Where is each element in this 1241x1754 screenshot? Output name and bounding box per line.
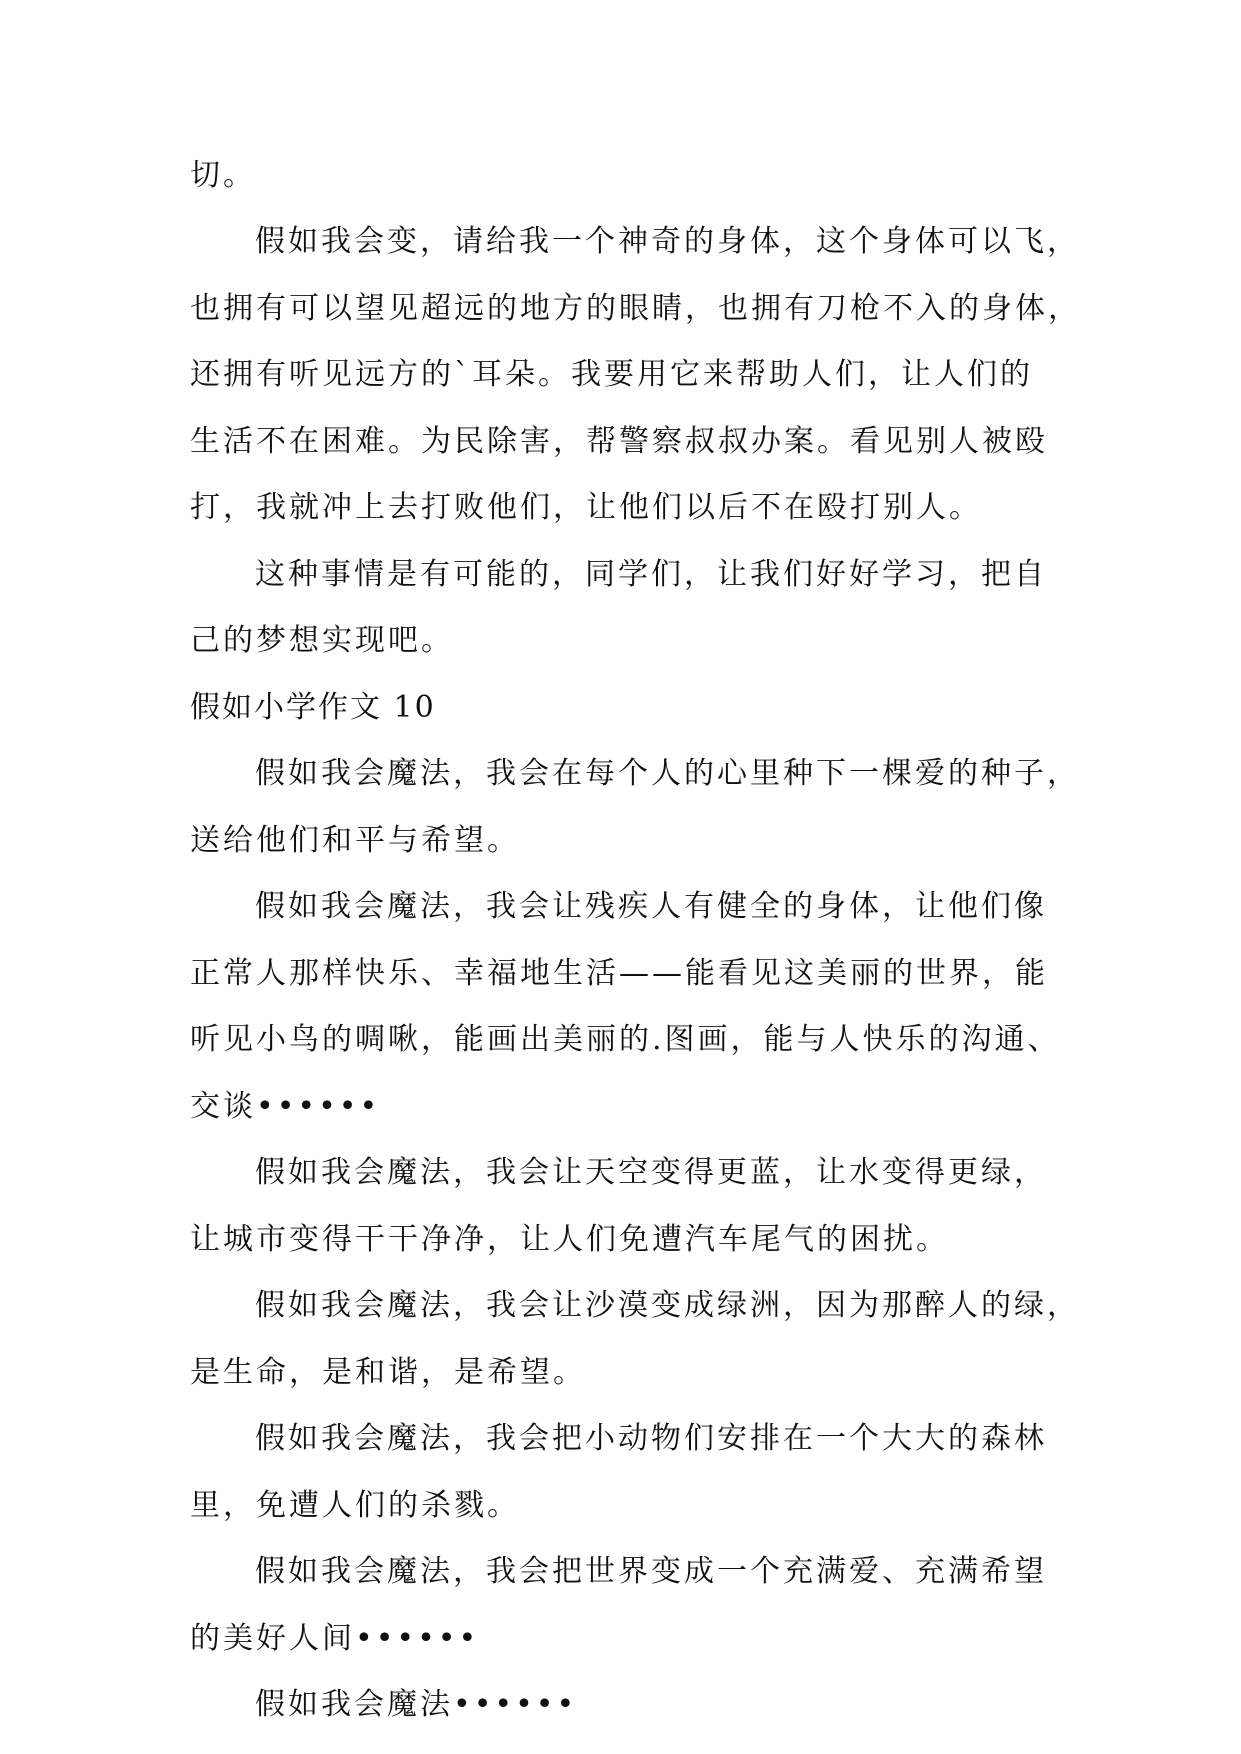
- paragraph-line: 交谈••••••: [190, 1089, 381, 1124]
- paragraph-line: 假如我会变，请给我一个神奇的身体，这个身体可以飞，: [255, 224, 1080, 259]
- paragraph-line: 让城市变得干干净净，让人们免遭汽车尾气的困扰。: [190, 1222, 949, 1257]
- paragraph-line: 正常人那样快乐、幸福地生活——能看见这美丽的世界，能: [190, 956, 1048, 991]
- paragraph-line: 还拥有听见远方的`耳朵。我要用它来帮助人们，让人们的: [190, 357, 1033, 392]
- paragraph-line: 是生命，是和谐，是希望。: [190, 1355, 586, 1390]
- paragraph-line: 己的梦想实现吧。: [190, 623, 454, 658]
- paragraph-line: 假如我会魔法，我会让残疾人有健全的身体，让他们像: [255, 889, 1047, 924]
- section-heading: 假如小学作文 10: [190, 690, 436, 725]
- paragraph-line: 假如我会魔法，我会在每个人的心里种下一棵爱的种子，: [255, 756, 1080, 791]
- paragraph-line: 假如我会魔法，我会把小动物们安排在一个大大的森林: [255, 1421, 1047, 1456]
- paragraph-line: 听见小鸟的啁啾，能画出美丽的.图画，能与人快乐的沟通、: [190, 1022, 1061, 1057]
- paragraph-line: 假如我会魔法，我会让天空变得更蓝，让水变得更绿，: [255, 1155, 1047, 1190]
- paragraph-line: 送给他们和平与希望。: [190, 823, 520, 858]
- paragraph-line: 假如我会魔法，我会把世界变成一个充满爱、充满希望: [255, 1554, 1047, 1589]
- paragraph-line: 假如我会魔法，我会让沙漠变成绿洲，因为那醉人的绿，: [255, 1288, 1080, 1323]
- paragraph-line: 的美好人间••••••: [190, 1621, 480, 1656]
- paragraph-line: 打，我就冲上去打败他们，让他们以后不在殴打别人。: [190, 490, 982, 525]
- paragraph-line: 假如我会魔法••••••: [255, 1687, 578, 1722]
- paragraph-line: 这种事情是有可能的，同学们，让我们好好学习，把自: [255, 557, 1047, 592]
- paragraph-line: 也拥有可以望见超远的地方的眼睛，也拥有刀枪不入的身体，: [190, 291, 1081, 326]
- paragraph-line: 里，免遭人们的杀戮。: [190, 1488, 520, 1523]
- paragraph-line: 切。: [190, 158, 256, 193]
- paragraph-line: 生活不在困难。为民除害，帮警察叔叔办案。看见别人被殴: [190, 424, 1048, 459]
